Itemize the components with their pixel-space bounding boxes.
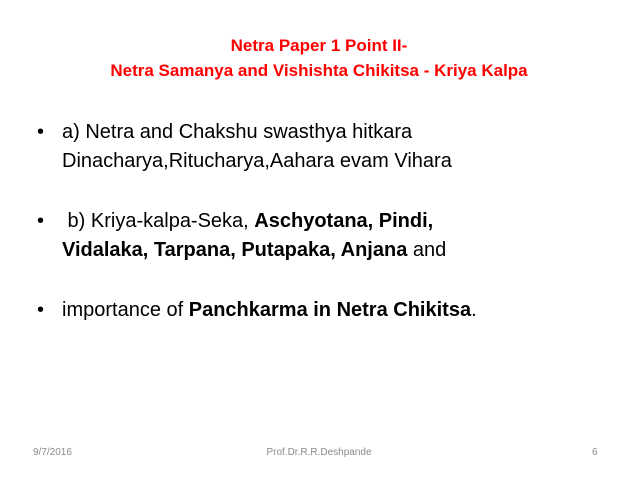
title-line-1: Netra Paper 1 Point II- [230,36,408,55]
bullet-3-bold: Panchkarma in Netra Chikitsa [188,299,472,321]
footer-author: Prof.Dr.R.R.Deshpande [266,447,372,458]
bullet-item-3 [37,296,627,325]
bullet-2-text: b) Kriya-kalpa-Seka, [62,210,255,232]
bullet-symbol: • [37,299,45,321]
bullet-2-tail: and [407,239,447,261]
footer-date: 9/7/2016 [33,447,72,458]
bullet-3-tail: . [471,299,477,321]
bullet-symbol: • [37,210,45,232]
bullet-list [37,118,627,356]
bullet-1-line-2: Dinacharya,Ritucharya,Aahara evam Vihara [62,150,452,172]
bullet-3-text: importance of [62,299,189,321]
bullet-item-1 [37,118,627,176]
slide-title [0,33,638,83]
bullet-symbol: • [37,121,45,143]
bullet-2-bold-1: Aschyotana, Pindi, [254,210,434,232]
bullet-1-line-1: a) Netra and Chakshu swasthya hitkara [62,121,413,143]
title-line-2: Netra Samanya and Vishishta Chikitsa - Kriya Kalpa [110,61,528,80]
page-number: 6 [592,447,598,458]
bullet-item-2 [37,207,627,265]
bullet-2-bold-2: Vidalaka, Tarpana, Putapaka, Anjana [62,239,408,261]
